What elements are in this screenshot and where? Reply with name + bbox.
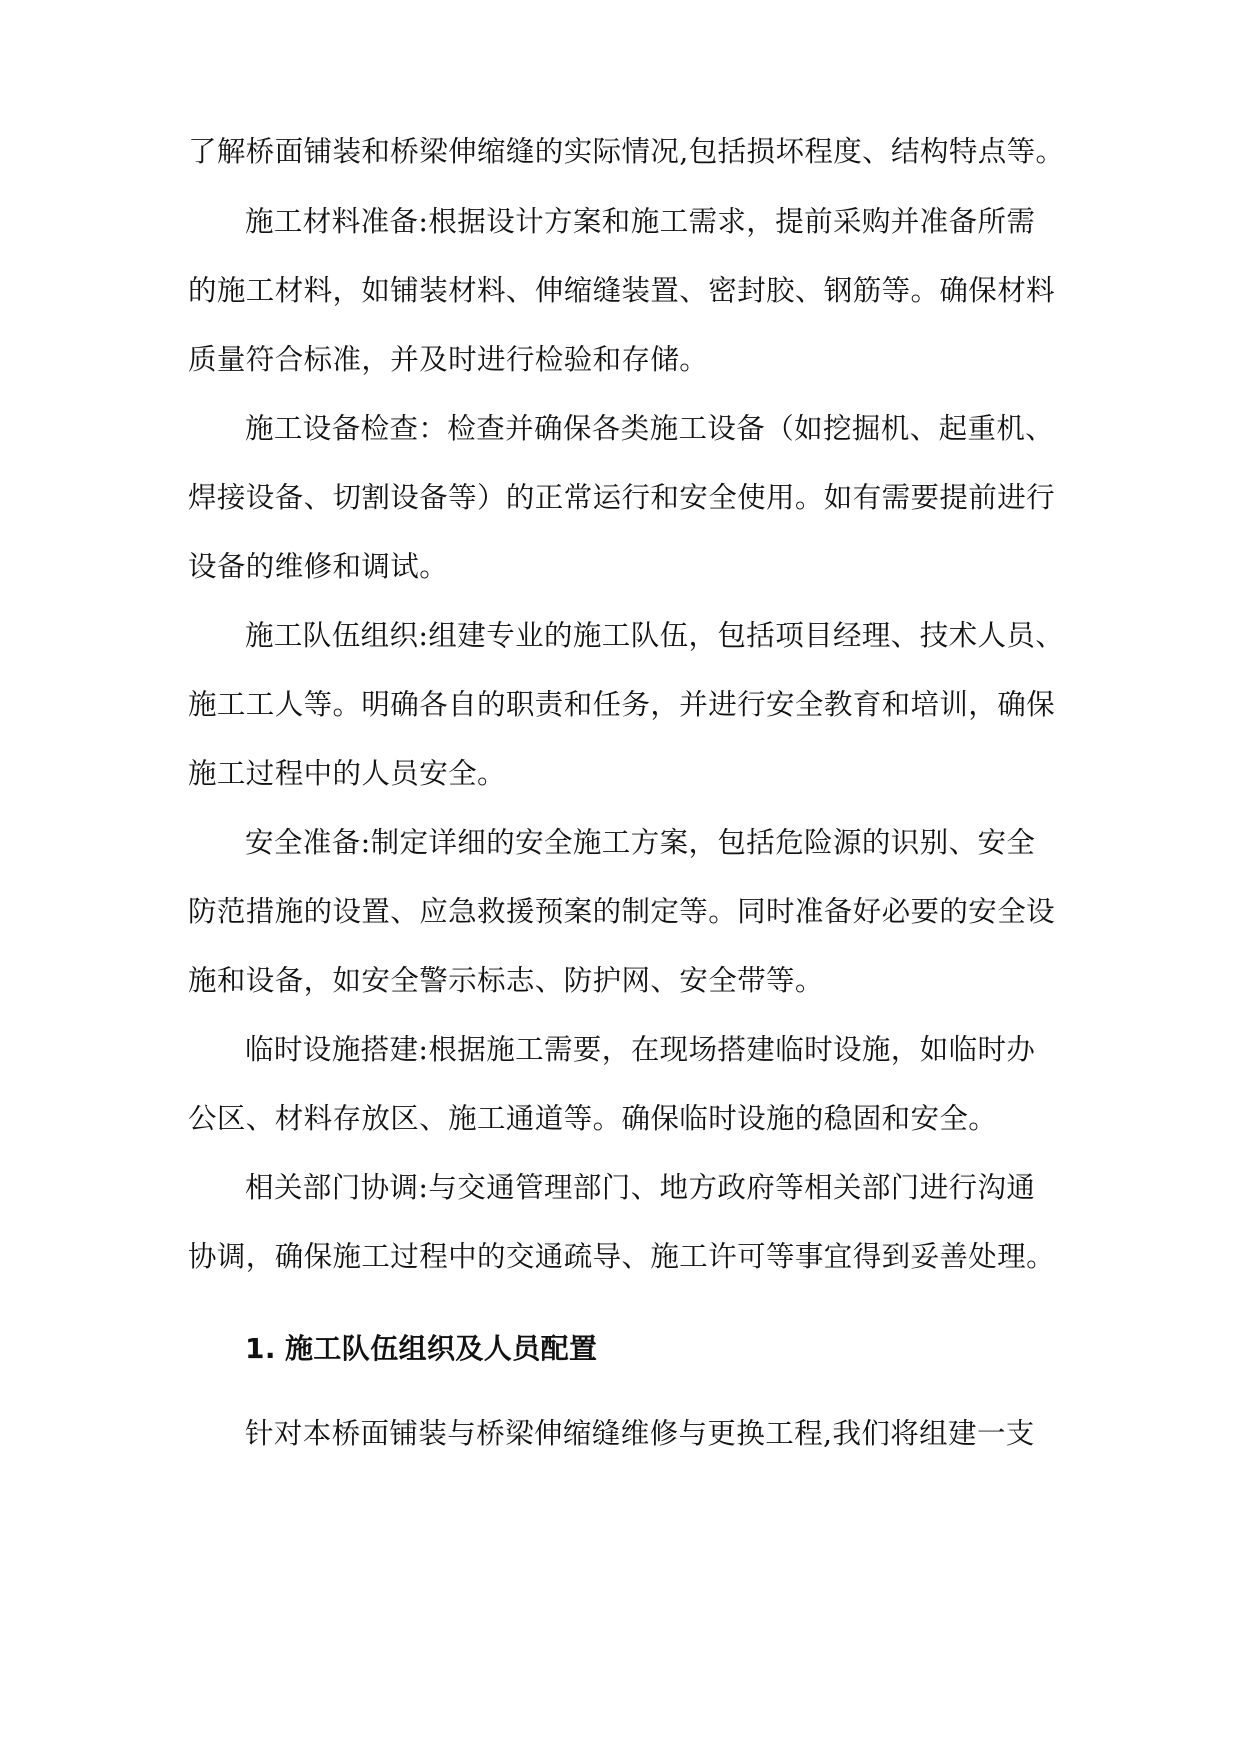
paragraph-line: 焊接设备、切割设备等）的正常运行和安全使用。如有需要提前进行 (188, 481, 1056, 514)
paragraph-line: 针对本桥面铺装与桥梁伸缩缝维修与更换工程,我们将组建一支 (245, 1417, 1035, 1450)
paragraph-line: 的施工材料，如铺装材料、伸缩缝装置、密封胶、钢筋等。确保材料 (188, 274, 1056, 307)
paragraph-line: 临时设施搭建:根据施工需要，在现场搭建临时设施，如临时办 (245, 1033, 1036, 1066)
paragraph-line: 施和设备，如安全警示标志、防护网、安全带等。 (188, 964, 824, 997)
paragraph-line: 施工材料准备:根据设计方案和施工需求，提前采购并准备所需 (245, 205, 1036, 238)
paragraph-line: 施工过程中的人员安全。 (188, 757, 506, 790)
paragraph-line: 了解桥面铺装和桥梁伸缩缝的实际情况,包括损坏程度、结构特点等。 (188, 135, 1065, 168)
paragraph-line: 设备的维修和调试。 (188, 550, 449, 583)
section-title: 施工队伍组织及人员配置 (285, 1332, 598, 1365)
paragraph-line: 协调，确保施工过程中的交通疏导、施工许可等事宜得到妥善处理。 (188, 1240, 1056, 1273)
paragraph-line: 施工队伍组织:组建专业的施工队伍，包括项目经理、技术人员、 (245, 619, 1065, 652)
paragraph-line: 施工工人等。明确各自的职责和任务，并进行安全教育和培训，确保 (188, 688, 1056, 721)
section-number: 1. (245, 1332, 276, 1365)
section-heading (245, 1331, 1125, 1367)
paragraph-line: 防范措施的设置、应急救援预案的制定等。同时准备好必要的安全设 (188, 895, 1056, 928)
paragraph-line: 相关部门协调:与交通管理部门、地方政府等相关部门进行沟通 (245, 1171, 1036, 1204)
paragraph-line: 施工设备检查：检查并确保各类施工设备（如挖掘机、起重机、 (245, 412, 1055, 445)
paragraph-line: 质量符合标准，并及时进行检验和存储。 (188, 343, 709, 376)
paragraph-line: 公区、材料存放区、施工通道等。确保临时设施的稳固和安全。 (188, 1102, 998, 1135)
paragraph-line: 安全准备:制定详细的安全施工方案，包括危险源的识别、安全 (245, 826, 1036, 859)
